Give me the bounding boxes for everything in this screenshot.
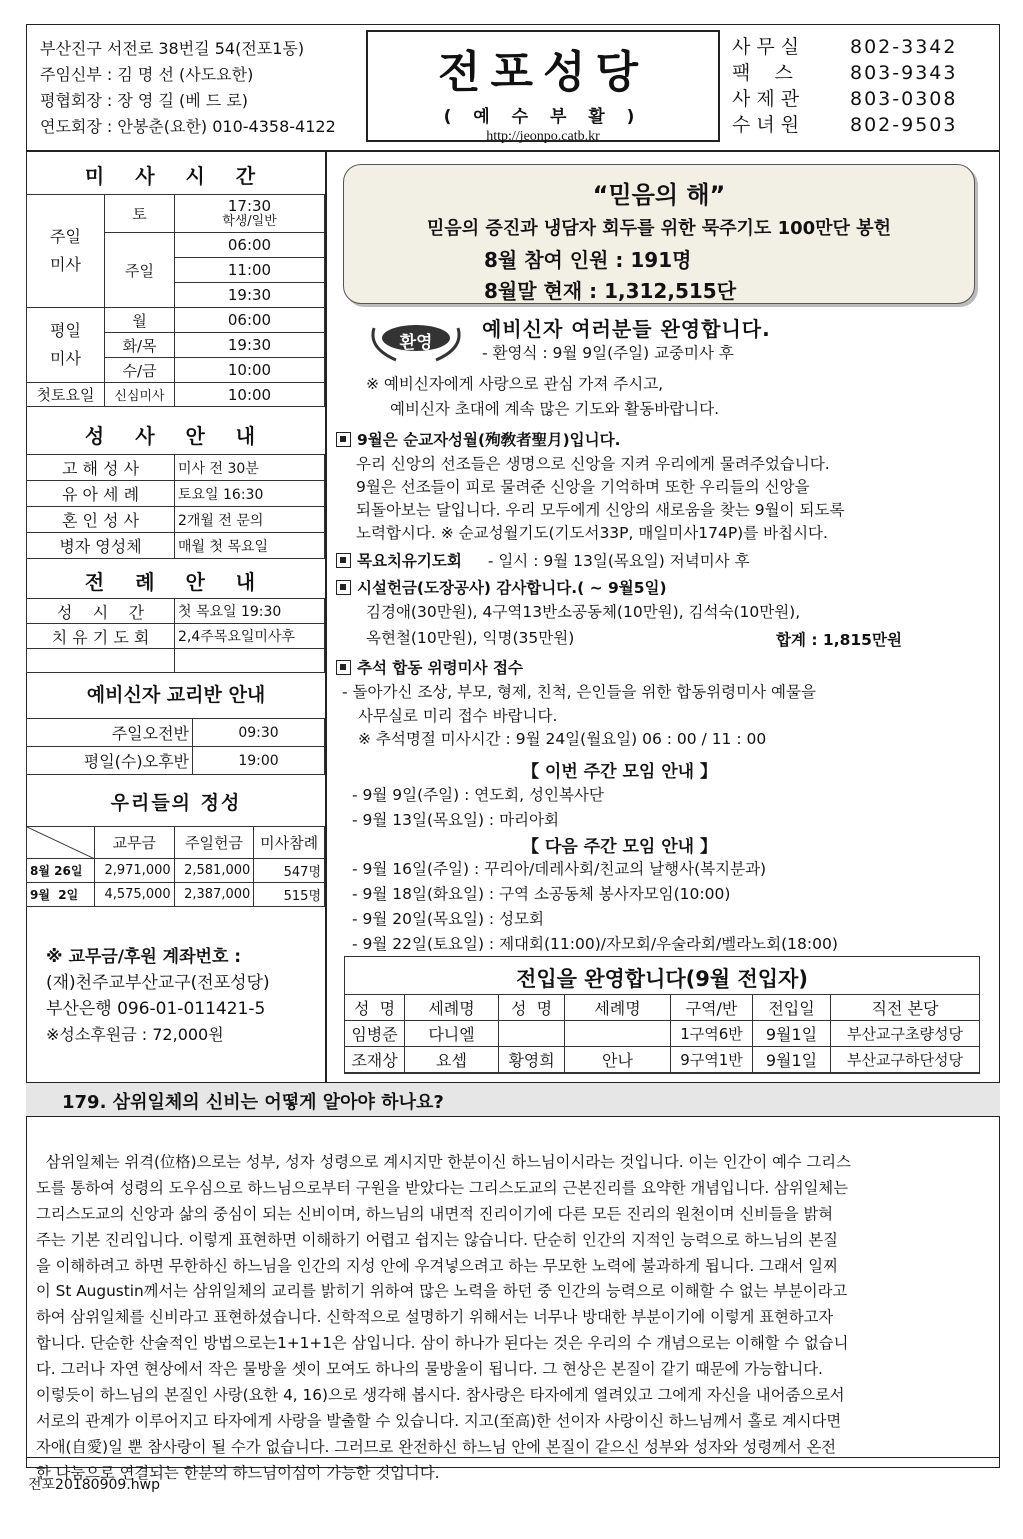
- meeting-item: - 9월 9일(주일) : 연도회, 성인복사단: [352, 786, 604, 804]
- newcomer-cell: 황영희: [499, 1047, 565, 1073]
- devotion-name: [27, 649, 175, 673]
- mass-table: [26, 194, 325, 407]
- offering-value: 2,387,000: [174, 883, 254, 907]
- catechumen-table: [26, 718, 325, 775]
- catechism-line: 자애(自愛)일 뿐 참사랑이 될 수가 없습니다. 그러므로 완전하신 하느님 안에 본질이 같으신 성부와 성자와 성령께서 온전: [36, 1437, 837, 1456]
- weekday-time: 06:00: [175, 308, 325, 333]
- weekday-time: 19:30: [175, 333, 325, 358]
- weekday-day: 화/목: [105, 333, 175, 358]
- pastor: 주임신부 : 김 명 선 (사도요한): [40, 65, 254, 84]
- first-sat-label: 첫토요일: [27, 383, 105, 407]
- catechism-line: 주는 기본 진리입니다. 이렇게 표현하면 이해하기 어렵고 쉽지는 않습니다. 단순히 인간의 지적인 능력으로 하느님의 본질: [36, 1230, 838, 1249]
- sacrament-name: 병자 영성체: [27, 533, 175, 559]
- newcomer-cell: [565, 1021, 671, 1047]
- weekday-mass-label: 평일 미사: [27, 308, 105, 383]
- newcomer-cell: 부산교구하단성당: [831, 1047, 980, 1073]
- sacrament-info: 토요일 16:30: [175, 481, 325, 507]
- phone-list: [732, 34, 957, 138]
- first-sat-note: 신심미사: [105, 383, 175, 407]
- welcome-note: 예비신자 초대에 계속 많은 기도와 활동바랍니다.: [390, 400, 720, 418]
- chuseok-heading: [336, 656, 523, 678]
- sacrament-info: 2개월 전 문의: [175, 507, 325, 533]
- sacrament-name: 혼 인 성 사: [27, 507, 175, 533]
- weekday-time: 10:00: [175, 358, 325, 383]
- devotion-info: 2,4주목요일미사후: [175, 624, 325, 649]
- account-info: [46, 944, 270, 1048]
- catechism-line: 합니다. 단순한 산술적인 방법으로는1+1+1은 삼입니다. 삼이 하나가 된다는 것은 우리의 수 개념으로는 이해할 수 없습니: [36, 1334, 849, 1353]
- catechism-line: 서로의 관계가 이루어지고 타자에게 사랑을 발출할 수 있습니다. 지고(至高)한 선이자 사랑이신 하느님께서 홀로 계시다면: [36, 1411, 842, 1430]
- offering-value: 2,581,000: [174, 859, 254, 883]
- class-name: 주일오전반: [27, 719, 193, 747]
- badge-text: 환영: [399, 333, 433, 353]
- class-name: 평일(수)오후반: [27, 747, 193, 775]
- catechism-text: [36, 1124, 1000, 1539]
- newcomer-cell: 9월1일: [753, 1047, 831, 1073]
- next-week-title: 【 다음 주간 모임 안내 】: [522, 837, 717, 857]
- vocation-fund: ※성소후원금 : 72,000원: [46, 1025, 224, 1044]
- martyr-line: 우리 신앙의 선조들은 생명으로 신앙을 지켜 우리에게 물려주었습니다.: [356, 455, 830, 473]
- catechism-line: 도를 통하여 성령의 도우심으로 하느님으로부터 구원을 받았다는 그리스도교의 근본진리를 요약한 개념입니다. 삼위일체는: [36, 1178, 848, 1197]
- class-time: 19:00: [193, 747, 325, 775]
- council-president: 평협회장 : 장 영 길 (베 드 로): [40, 91, 249, 110]
- website-link[interactable]: http://jeonpo.catb.kr: [486, 129, 600, 144]
- devotion-name: 성 시 간: [27, 599, 175, 624]
- newcomer-header: 직전 본당: [831, 995, 980, 1021]
- weekday-day: 수/금: [105, 358, 175, 383]
- chuseok-line: 사무실로 미리 접수 바랍니다.: [358, 707, 558, 725]
- faith-total: 8월말 현재 : 1,312,515단: [484, 279, 737, 303]
- faith-year-box: [343, 164, 975, 304]
- offering-value: 2,971,000: [95, 859, 175, 883]
- church-name: 전포성당: [437, 47, 648, 98]
- catechism-body: [26, 1117, 1000, 1482]
- column-divider: [325, 150, 327, 1082]
- devotion-name: 치 유 기 도 회: [27, 624, 175, 649]
- newcomer-header: 구역/반: [671, 995, 753, 1021]
- martyr-line: 되돌아보는 달입니다. 우리 모두에게 신앙의 새로움을 찾는 9월이 되도록: [356, 501, 845, 519]
- catechumen-title: 예비신자 교리반 안내: [86, 684, 266, 706]
- donation-heading: [336, 576, 667, 598]
- newcomers-title: 전입을 완영합니다(9월 전입자): [516, 967, 808, 991]
- donation-title: 시설헌금(도장공사) 감사합니다.( ~ 9월5일): [357, 579, 667, 597]
- liturgical-season: ( 예 수 부 활 ): [443, 107, 643, 127]
- catechism-line: 하여 삼위일체를 신비라고 표현하셨습니다. 신학적으로 설명하기 위해서는 너무나 방대한 부분이기에 이렇게 표현하고자: [36, 1308, 834, 1327]
- sat-time: 17:30: [227, 196, 272, 215]
- offering-value: 4,575,000: [95, 883, 175, 907]
- weekday-day: 월: [105, 308, 175, 333]
- devotion-info: [175, 649, 325, 673]
- this-week-title: 【 이번 주간 모임 안내 】: [522, 762, 717, 782]
- sacrament-name: 고 해 성 사: [27, 455, 175, 481]
- newcomer-cell: 9월1일: [753, 1021, 831, 1047]
- newcomer-header: 성 명: [345, 995, 405, 1021]
- newcomers-table: [344, 994, 980, 1073]
- catechism-line: 한 나눔으로 연결되는 한분의 하느님이심이 가능한 것입니다.: [36, 1463, 440, 1482]
- welcome-ceremony: - 환영식 : 9월 9일(주일) 교중미사 후: [482, 344, 734, 362]
- newcomer-cell: 임병준: [345, 1021, 405, 1047]
- offering-value: 515명: [254, 883, 325, 907]
- catechism-line: 삼위일체는 위격(位格)으로는 성부, 성자 성령으로 계시지만 한분이신 하느님이시라는 것입니다. 이는 인간이 예수 그리스: [36, 1152, 851, 1171]
- sunday-mass-label: 주일 미사: [27, 195, 105, 308]
- martyr-title: 9월은 순교자성월(殉敎者聖月)입니다.: [357, 431, 621, 449]
- offering-header: 교무금: [95, 827, 175, 859]
- offering-date: 9월 2일: [27, 883, 95, 907]
- bullet-square-icon: [336, 432, 351, 447]
- sacrament-table: [26, 454, 325, 559]
- welcome-note: ※ 예비신자에게 사랑으로 관심 가져 주시고,: [366, 375, 664, 393]
- offering-title: 우리들의 정성: [110, 792, 242, 814]
- meeting-item: - 9월 18일(화요일) : 구역 소공동체 봉사자모임(10:00): [352, 885, 731, 903]
- sacrament-info: 미사 전 30분: [175, 455, 325, 481]
- newcomer-cell: 다니엘: [405, 1021, 499, 1047]
- faith-line: 믿음의 증진과 냉담자 회두를 위한 묵주기도 100만단 봉헌: [427, 218, 891, 239]
- donation-line: 옥현철(10만원), 익명(35만원): [366, 629, 575, 647]
- sacrament-info: 매월 첫 목요일: [175, 533, 325, 559]
- sun-label: 주일: [105, 233, 175, 308]
- devotion-title: 전 례 안 내: [84, 570, 268, 594]
- newcomer-cell: 부산교구초량성당: [831, 1021, 980, 1047]
- catechism-line: 이렇듯이 하느님의 본질인 사랑(요한 4, 16)으로 생각해 봅시다. 참사랑은 타자에게 열려있고 그에게 자신을 내어줌으로서: [36, 1386, 845, 1405]
- devotion-info: 첫 목요일 19:30: [175, 599, 325, 624]
- chuseok-mass-time: ※ 추석명절 미사시간 : 9월 24일(월요일) 06 : 00 / 11 : 00: [358, 730, 767, 748]
- catechism-line: 그리스도교의 신앙과 삶의 중심이 되는 신비이며, 하느님의 내면적 진리이기에 다른 모든 진리의 원천이며 신비들을 밝혀: [36, 1204, 834, 1223]
- first-sat-time: 10:00: [175, 383, 325, 407]
- class-time: 09:30: [193, 719, 325, 747]
- newcomer-cell: 안나: [565, 1047, 671, 1073]
- martyr-heading: [336, 428, 620, 450]
- phone-office: 사 무 실 802-3342: [732, 36, 958, 58]
- catechism-title: 179. 삼위일체의 신비는 어떻게 알아야 하나요?: [62, 1092, 444, 1113]
- donation-line: 김경애(30만원), 4구역13반소공동체(10만원), 김석숙(10만원),: [366, 603, 801, 621]
- newcomer-cell: 요셉: [405, 1047, 499, 1073]
- bullet-square-icon: [336, 580, 351, 595]
- chuseok-line: - 돌아가신 조상, 부모, 형제, 친척, 은인들을 위한 합동위령미사 예물을: [342, 683, 816, 701]
- header-info: [40, 36, 336, 140]
- newcomer-cell: [499, 1021, 565, 1047]
- healing-heading: [336, 549, 750, 571]
- bullet-square-icon: [336, 660, 351, 675]
- offering-table: [26, 826, 325, 907]
- welcome-title: 예비신자 여러분들 완영합니다.: [482, 317, 771, 341]
- newcomer-cell: 조재상: [345, 1047, 405, 1073]
- faith-title: “믿음의 해”: [592, 181, 726, 209]
- sat-label: 토: [105, 195, 175, 233]
- healing-title: 목요치유기도회: [357, 552, 462, 570]
- meeting-item: - 9월 22일(토요일) : 제대회(11:00)/자모회/우술라회/벨라노회(18:00): [352, 935, 838, 953]
- account-holder: (재)천주교부산교구(전포성당): [46, 973, 270, 993]
- offering-date: 8월 26일: [27, 859, 95, 883]
- header-divider: [26, 150, 1000, 152]
- sun-time: 19:30: [175, 283, 325, 308]
- newcomer-header: 전입일: [753, 995, 831, 1021]
- welcome-badge: [366, 318, 466, 364]
- newcomer-cell: 1구역6반: [671, 1021, 753, 1047]
- catechism-title-bar: [26, 1083, 1000, 1117]
- meeting-item: - 9월 20일(목요일) : 성모회: [352, 910, 544, 928]
- phone-fax: 팩 스 803-9343: [732, 62, 958, 84]
- newcomer-header: 성 명: [499, 995, 565, 1021]
- newcomer-header: 세례명: [565, 995, 671, 1021]
- catechism-line: 다. 그러나 자연 현상에서 작은 물방울 셋이 모여도 하나의 물방울이 됩니다. 그 현상은 본질이 같기 때문에 가능합니다.: [36, 1360, 823, 1379]
- faith-participants: 8월 참여 인원 : 191명: [484, 248, 692, 272]
- rosary-president: 연도회장 : 안봉춘(요한) 010-4358-4122: [40, 117, 336, 136]
- newcomer-header: 세례명: [405, 995, 499, 1021]
- offering-header: 미사참례: [254, 827, 325, 859]
- catechism-line: 이 St Augustin께서는 삼위일체의 교리를 밝히기 위하여 많은 노력을 하던 중 인간의 능력으로 이해할 수 없는 부분이라고: [36, 1282, 848, 1301]
- account-label: ※ 교무금/후원 계좌번호 :: [46, 947, 242, 967]
- catechism-line: 을 이해하려고 하면 무한하신 하느님을 인간의 지성 안에 우겨넣으려고 하는 무모한 노력에 불과하게 됩니다. 그래서 일찌: [36, 1256, 838, 1275]
- sun-time: 06:00: [175, 233, 325, 258]
- newcomer-cell: 9구역1반: [671, 1047, 753, 1073]
- meeting-item: - 9월 16일(주일) : 꾸리아/데레사회/친교의 날행사(복지분과): [352, 860, 767, 878]
- phone-convent: 수 녀 원 802-9503: [732, 114, 958, 136]
- diagonal-cell: [27, 827, 95, 859]
- account-number: 부산은행 096-01-011421-5: [46, 999, 266, 1019]
- sat-note: 학생/일반: [222, 213, 277, 229]
- donation-total: 합계 : 1,815만원: [776, 631, 902, 649]
- healing-time: - 일시 : 9월 13일(목요일) 저녁미사 후: [487, 552, 750, 570]
- devotion-table: [26, 598, 325, 673]
- chuseok-title: 추석 합동 위령미사 접수: [357, 659, 523, 677]
- phone-rectory: 사 제 관 803-0308: [732, 88, 958, 110]
- martyr-line: 노력합시다. ※ 순교성월기도(기도서33P, 매일미사174P)를 바칩시다.: [356, 524, 828, 542]
- mass-title: 미 사 시 간: [84, 164, 268, 188]
- address: 부산진구 서전로 38번길 54(전포1동): [40, 39, 305, 58]
- offering-header: 주일헌금: [174, 827, 254, 859]
- sacrament-name: 유 아 세 례: [27, 481, 175, 507]
- sacrament-title: 성 사 안 내: [84, 424, 268, 448]
- bullet-square-icon: [336, 553, 351, 568]
- meeting-item: - 9월 13일(목요일) : 마리아회: [352, 811, 559, 829]
- offering-value: 547명: [254, 859, 325, 883]
- title-box: [366, 30, 720, 142]
- martyr-line: 9월은 선조들이 피로 물려준 신앙을 기억하며 또한 우리들의 신앙을: [356, 478, 810, 496]
- sun-time: 11:00: [175, 258, 325, 283]
- footer-filename: 전포20180909.hwp: [28, 1477, 160, 1493]
